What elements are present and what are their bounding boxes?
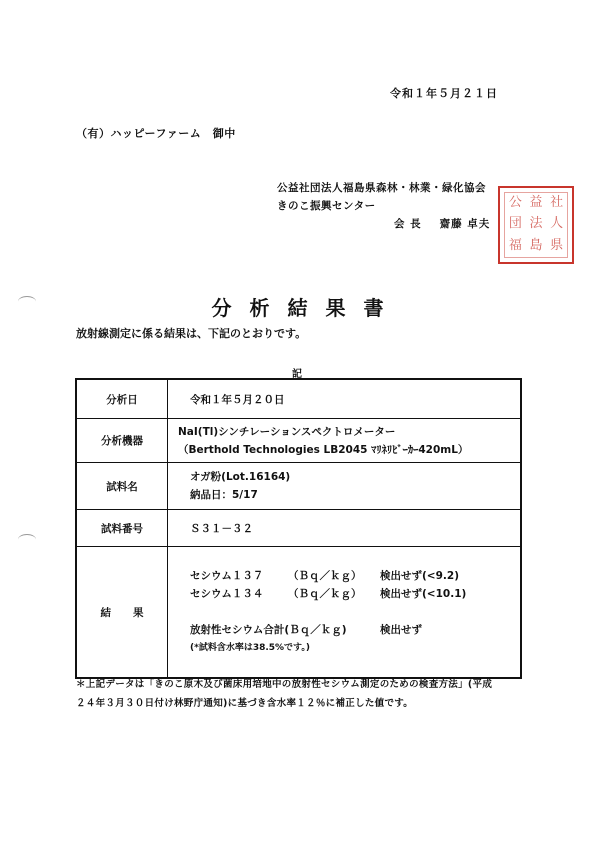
- seal-glyph: 島: [529, 237, 543, 253]
- document-title: 分析結果書: [211, 296, 402, 320]
- results-table: [75, 378, 522, 679]
- issuer-center: きのこ振興センター: [277, 200, 376, 212]
- seal-glyph: 団: [508, 216, 522, 232]
- intro-text: 放射線測定に係る結果は、下記のとおりです。: [76, 327, 307, 340]
- seal-glyph: 県: [550, 237, 564, 253]
- seal-glyph: 法: [529, 216, 543, 232]
- seal-characters: [504, 192, 568, 258]
- isotope-result: 検出せず(<10.1): [380, 588, 467, 600]
- instrument-line-1: NaI(Tl)シンチレーションスペクトロメーター: [178, 425, 396, 438]
- sample-name-value: [168, 463, 522, 510]
- footnote-line-1: ＊上記データは「きのこ原木及び菌床用培地中の放射性セシウム測定のための検査方法」(平成: [76, 679, 493, 690]
- total-label: 放射性セシウム合計(Ｂｑ／ｋｇ): [190, 624, 347, 636]
- isotope-unit: （Ｂｑ／ｋｇ）: [288, 588, 362, 600]
- isotope-name: セシウム１３４: [190, 588, 264, 600]
- sample-number-value: Ｓ３１－３２: [168, 510, 522, 547]
- sample-delivery-date: 納品日：5/17: [190, 489, 258, 501]
- issuer-organization: 公益社団法人福島県森林・林業・緑化協会: [277, 182, 486, 194]
- table-row: [76, 547, 521, 679]
- instrument-line-2: （Berthold Technologies LB2045 ﾏﾘﾈﾘﾋﾞｰｶｰ420mL）: [178, 443, 469, 456]
- result-label: [76, 547, 168, 679]
- analysis-date-label: 分析日: [76, 379, 168, 419]
- isotope-unit: （Ｂｑ／ｋｇ）: [288, 570, 362, 582]
- sample-name: オガ粉(Lot.16164): [190, 471, 291, 483]
- issuer-signatory: [394, 216, 490, 231]
- result-row-cs137: [190, 567, 520, 585]
- ki-heading: 記: [292, 369, 302, 380]
- instrument-value: [168, 419, 522, 463]
- table-row: [76, 463, 521, 510]
- total-result: 検出せず: [380, 624, 422, 636]
- table-row: [76, 510, 521, 547]
- table-row: [76, 419, 521, 463]
- recipient: （有）ハッピーファーム 御中: [76, 127, 236, 140]
- result-row-cs134: [190, 585, 520, 603]
- seal-glyph: 福: [508, 237, 522, 253]
- official-seal-stamp: [498, 186, 574, 264]
- isotope-name: セシウム１３７: [190, 570, 264, 582]
- moisture-note: (*試料含水率は38.5%です。): [190, 643, 310, 653]
- result-label-text: 結果: [100, 606, 166, 619]
- result-value: [168, 547, 522, 679]
- issuer-name: 齋藤 卓夫: [439, 218, 491, 230]
- seal-glyph: 公: [508, 195, 522, 210]
- seal-glyph: 社: [550, 195, 564, 210]
- seal-glyph: 益: [529, 195, 543, 210]
- seal-glyph: 人: [550, 216, 564, 232]
- result-row-total: [190, 621, 520, 639]
- instrument-label: 分析機器: [76, 419, 168, 463]
- issuer-role: 会 長: [394, 218, 422, 230]
- sample-number-label: 試料番号: [76, 510, 168, 547]
- footnote-line-2: ２４年３月３０日付け林野庁通知)に基づき含水率１２％に補正した値です。: [76, 698, 414, 709]
- table-row: [76, 379, 521, 419]
- analysis-date-value: 令和１年５月２０日: [168, 379, 522, 419]
- sample-name-label: 試料名: [76, 463, 168, 510]
- punch-hole-mark: [18, 534, 36, 545]
- isotope-result: 検出せず(<9.2): [380, 570, 459, 582]
- document-date: 令和１年５月２１日: [390, 87, 498, 100]
